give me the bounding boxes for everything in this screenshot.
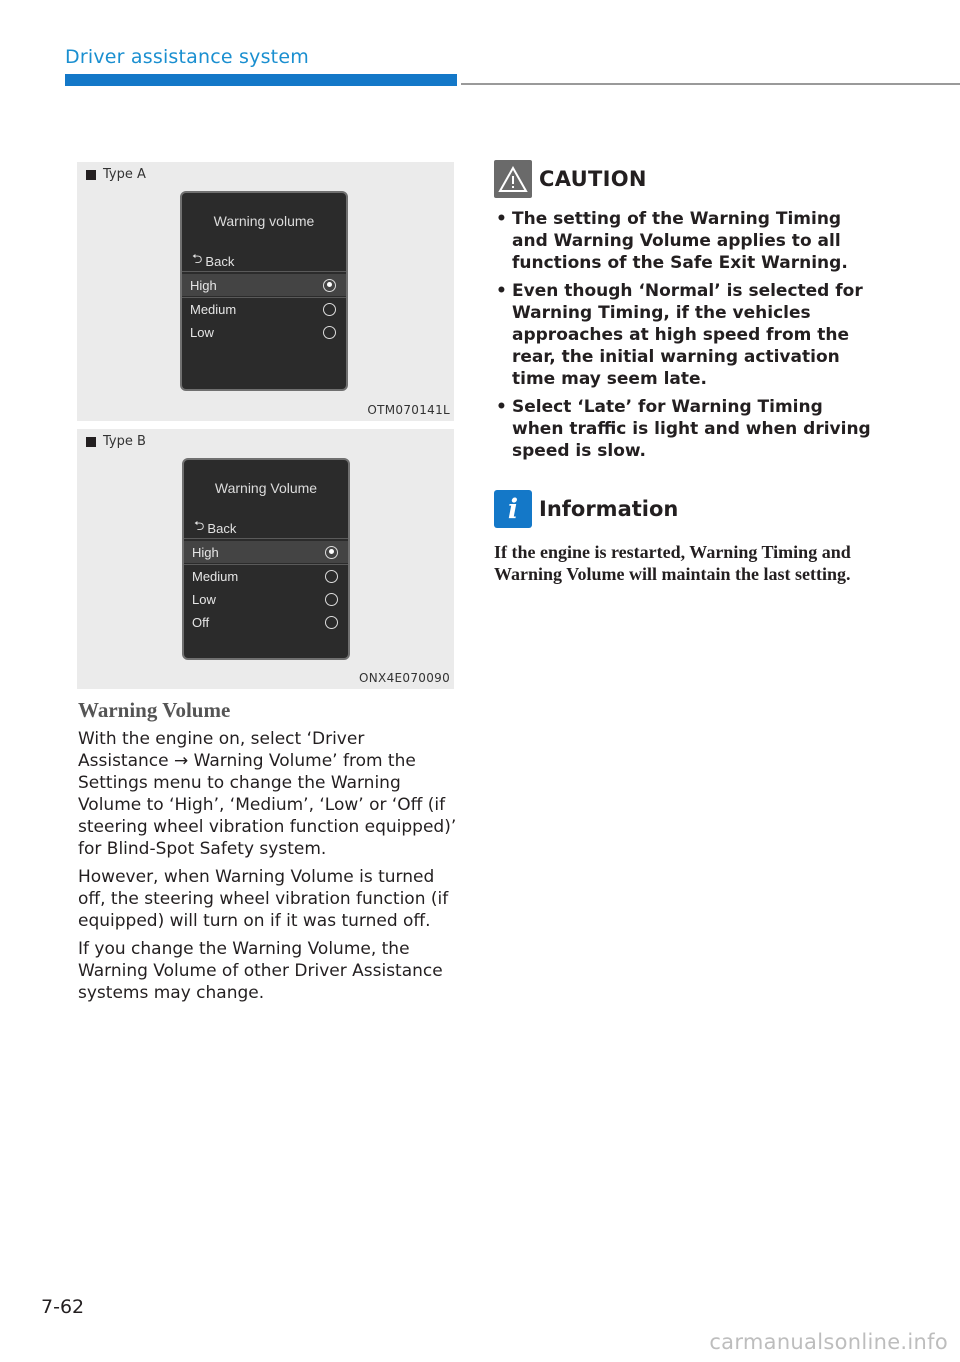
caution-list [494, 208, 874, 468]
header-rule [461, 83, 960, 85]
caution-item: • The setting of the Warning Timing and Warning Volume applies to all functions of the Safe Exit Warning. [494, 208, 874, 274]
radio-selected-icon [325, 546, 338, 559]
body-paragraph: However, when Warning Volume is turned off, the steering wheel vibration function (if equipped) will turn on if it was turned off. [78, 867, 449, 931]
watermark: carmanualsonline.info [709, 1330, 948, 1354]
figure-code: ONX4E070090 [359, 671, 450, 685]
caution-item: • Select ‘Late’ for Warning Timing when traffic is light and when driving speed is slow. [494, 396, 874, 462]
figure-code: OTM070141L [367, 403, 450, 417]
figure-type-label: Type B [86, 434, 146, 449]
body-text [78, 728, 458, 1010]
caution-header [494, 160, 647, 198]
warning-triangle-icon [494, 160, 532, 198]
radio-empty-icon [325, 570, 338, 583]
information-header [494, 490, 678, 528]
radio-empty-icon [325, 593, 338, 606]
radio-empty-icon [325, 616, 338, 629]
square-bullet-icon [86, 437, 96, 447]
caution-title: CAUTION [539, 167, 647, 191]
option-off[interactable]: Off [184, 611, 348, 633]
back-arrow-icon: ⮌ [194, 518, 205, 533]
radio-empty-icon [323, 326, 336, 339]
option-medium[interactable]: Medium [184, 565, 348, 587]
page-header-title: Driver assistance system [65, 46, 309, 68]
information-title: Information [539, 497, 679, 521]
radio-empty-icon [323, 303, 336, 316]
option-high[interactable]: High [184, 541, 348, 563]
body-paragraph: If you change the Warning Volume, the Warning Volume of other Driver Assistance systems may change. [78, 939, 443, 1003]
body-paragraph: With the engine on, select ‘Driver Assistance → Warning Volume’ from the Settings menu to change the Warning Volume to ‘High’, ‘Medium’, ‘Low’ or ‘Off (if steering wheel vibration function equipped)’ for Blind-Spot Safety system. [78, 729, 457, 859]
radio-selected-icon [323, 279, 336, 292]
option-low[interactable]: Low [184, 588, 348, 610]
information-text: If the engine is restarted, Warning Timing and Warning Volume will maintain the last setting. [494, 542, 851, 584]
option-medium[interactable]: Medium [182, 298, 346, 320]
caution-item: • Even though ‘Normal’ is selected for Warning Timing, if the vehicles approaches at high speed from the rear, the initial warning activation time may seem late. [494, 280, 874, 390]
back-arrow-icon: ⮌ [192, 251, 203, 266]
cluster-screen [182, 458, 350, 660]
page-number: 7-62 [41, 1296, 85, 1318]
figure-type-label: Type A [86, 167, 146, 182]
screen-divider [184, 538, 348, 539]
figure-type-b [77, 429, 454, 689]
screen-divider [182, 271, 346, 272]
header-accent-bar [65, 74, 457, 86]
figure-type-a [77, 162, 454, 421]
back-button[interactable]: ⮌ Back [192, 250, 234, 272]
cluster-screen [180, 191, 348, 391]
information-icon: i [494, 490, 532, 528]
screen-title: Warning Volume [214, 480, 318, 496]
square-bullet-icon [86, 170, 96, 180]
option-low[interactable]: Low [182, 321, 346, 343]
screen-title: Warning volume [213, 213, 315, 229]
back-button[interactable]: ⮌ Back [194, 517, 236, 539]
section-heading: Warning Volume [78, 698, 231, 722]
option-high[interactable]: High [182, 274, 346, 296]
